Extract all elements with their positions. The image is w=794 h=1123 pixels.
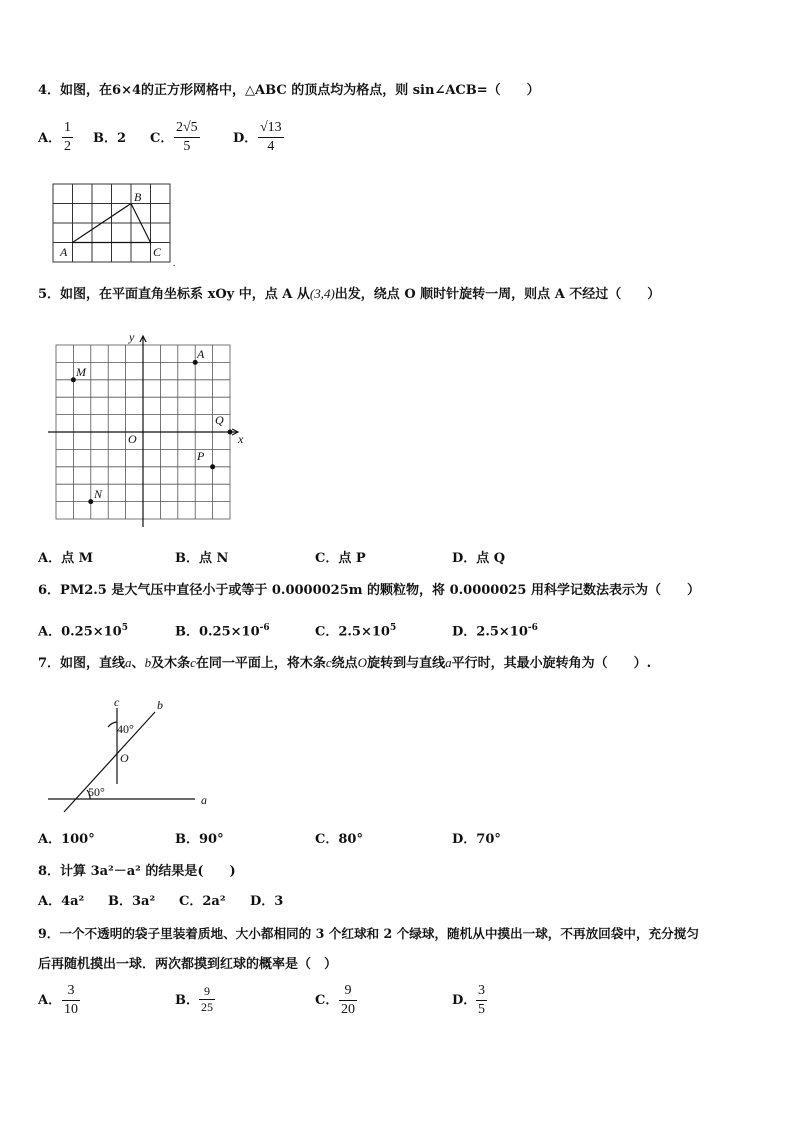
q6-stem: 6．PM2.5 是大气压中直径小于或等于 0.0000025m 的颗粒物，将 0.0000025 用科学记数法表示为（ ）	[38, 583, 700, 598]
q8-option-d: D．3	[250, 894, 284, 909]
q5-label-o: O	[128, 432, 137, 446]
q4-option-a-fraction: 1 2	[64, 120, 71, 154]
q7-option-b: B．90°	[175, 832, 224, 847]
q7-stem: 7．如图，直线a、b及木条c在同一平面上，将木条c绕点O旋转到与直线a平行时，其最小旋转角为（ ）.	[38, 655, 652, 671]
q7-option-a: A．100°	[38, 832, 95, 847]
q4-option-c-label: C．	[150, 131, 174, 146]
q9-option-b-fraction: 9 25	[201, 984, 213, 1014]
q9-option-d-label: D．	[452, 993, 477, 1008]
q7-label-a: a	[201, 793, 207, 807]
q4-option-c-fraction: 2√5 5	[176, 120, 198, 154]
q5-label-n: N	[94, 487, 103, 501]
q5-label-a: A	[197, 347, 205, 361]
q9-stem-line2: 后再随机摸出一球．两次都摸到红球的概率是（ ）	[38, 957, 338, 972]
q9-option-c-fraction: 9 20	[341, 983, 355, 1017]
svg-text:.: .	[173, 258, 176, 268]
q5-coordinate: (3,4)	[309, 286, 335, 301]
q5-label-y: y	[129, 330, 135, 344]
q7-option-d: D．70°	[452, 832, 501, 847]
q7-label-c: c	[114, 695, 120, 709]
q9-option-a-label: A．	[38, 993, 62, 1008]
q7-angle-40: 40°	[117, 722, 134, 736]
q4-option-a-label: A．	[38, 131, 62, 146]
q4-stem: 4．如图，在6×4的正方形网格中，△ABC 的顶点均为格点，则 sin∠ACB=（ ）	[38, 83, 540, 98]
q5-option-c: C．点 P	[315, 551, 366, 566]
q4-label-b: B	[134, 190, 142, 204]
q4-option-d-fraction: √13 4	[260, 120, 282, 154]
q6-option-b: B．$0.25\times 10^{-6}$	[175, 623, 270, 640]
q6-option-d: D．$2.5\times 10^{-6}$	[452, 623, 538, 640]
q9-option-a-fraction: 3 10	[64, 983, 78, 1017]
q5-label-p: P	[197, 449, 205, 463]
q9-option-d-fraction: 3 5	[478, 983, 485, 1017]
q7-option-c: C．80°	[315, 832, 363, 847]
q7-angle-50: 50°	[88, 785, 105, 799]
q5-label-q: Q	[215, 413, 224, 427]
q8-option-b: B．3a²	[108, 894, 156, 909]
q9-stem-line1: 9．一个不透明的袋子里装着质地、大小都相同的 3 个红球和 2 个绿球，随机从中摸出一球，不再放回袋中，充分搅匀	[38, 926, 699, 941]
q7-label-b: b	[157, 698, 163, 712]
q6-option-c: C．$2.5\times 10^5$	[315, 623, 397, 640]
q9-option-b-label: B．	[175, 993, 199, 1008]
q4-label-a: A	[60, 245, 68, 259]
q8-stem: 8．计算 3a²－a² 的结果是( )	[38, 864, 236, 879]
q9-option-c-label: C．	[315, 993, 339, 1008]
q7-label-o: O	[120, 751, 129, 765]
q4-option-d-label: D．	[233, 131, 258, 146]
q8-option-a: A．4a²	[38, 894, 85, 909]
q5-label-m: M	[76, 365, 86, 379]
q4-option-b: B．2	[93, 131, 127, 146]
q5-option-d: D．点 Q	[452, 551, 506, 566]
q6-option-a: A．$0.25\times 10^5$	[38, 623, 128, 640]
q5-option-b: B．点 N	[175, 551, 229, 566]
q8-option-c: C．2a²	[179, 894, 226, 909]
q4-label-c: C	[153, 245, 162, 259]
q5-option-a: A．点 M	[38, 551, 94, 566]
q5-label-x: x	[238, 432, 244, 446]
q5-stem: 5．如图，在平面直角坐标系 xOy 中，点 A 从(3,4)出发，绕点 O 顺时针旋转一周，则点 A 不经过（ ）	[38, 286, 661, 302]
